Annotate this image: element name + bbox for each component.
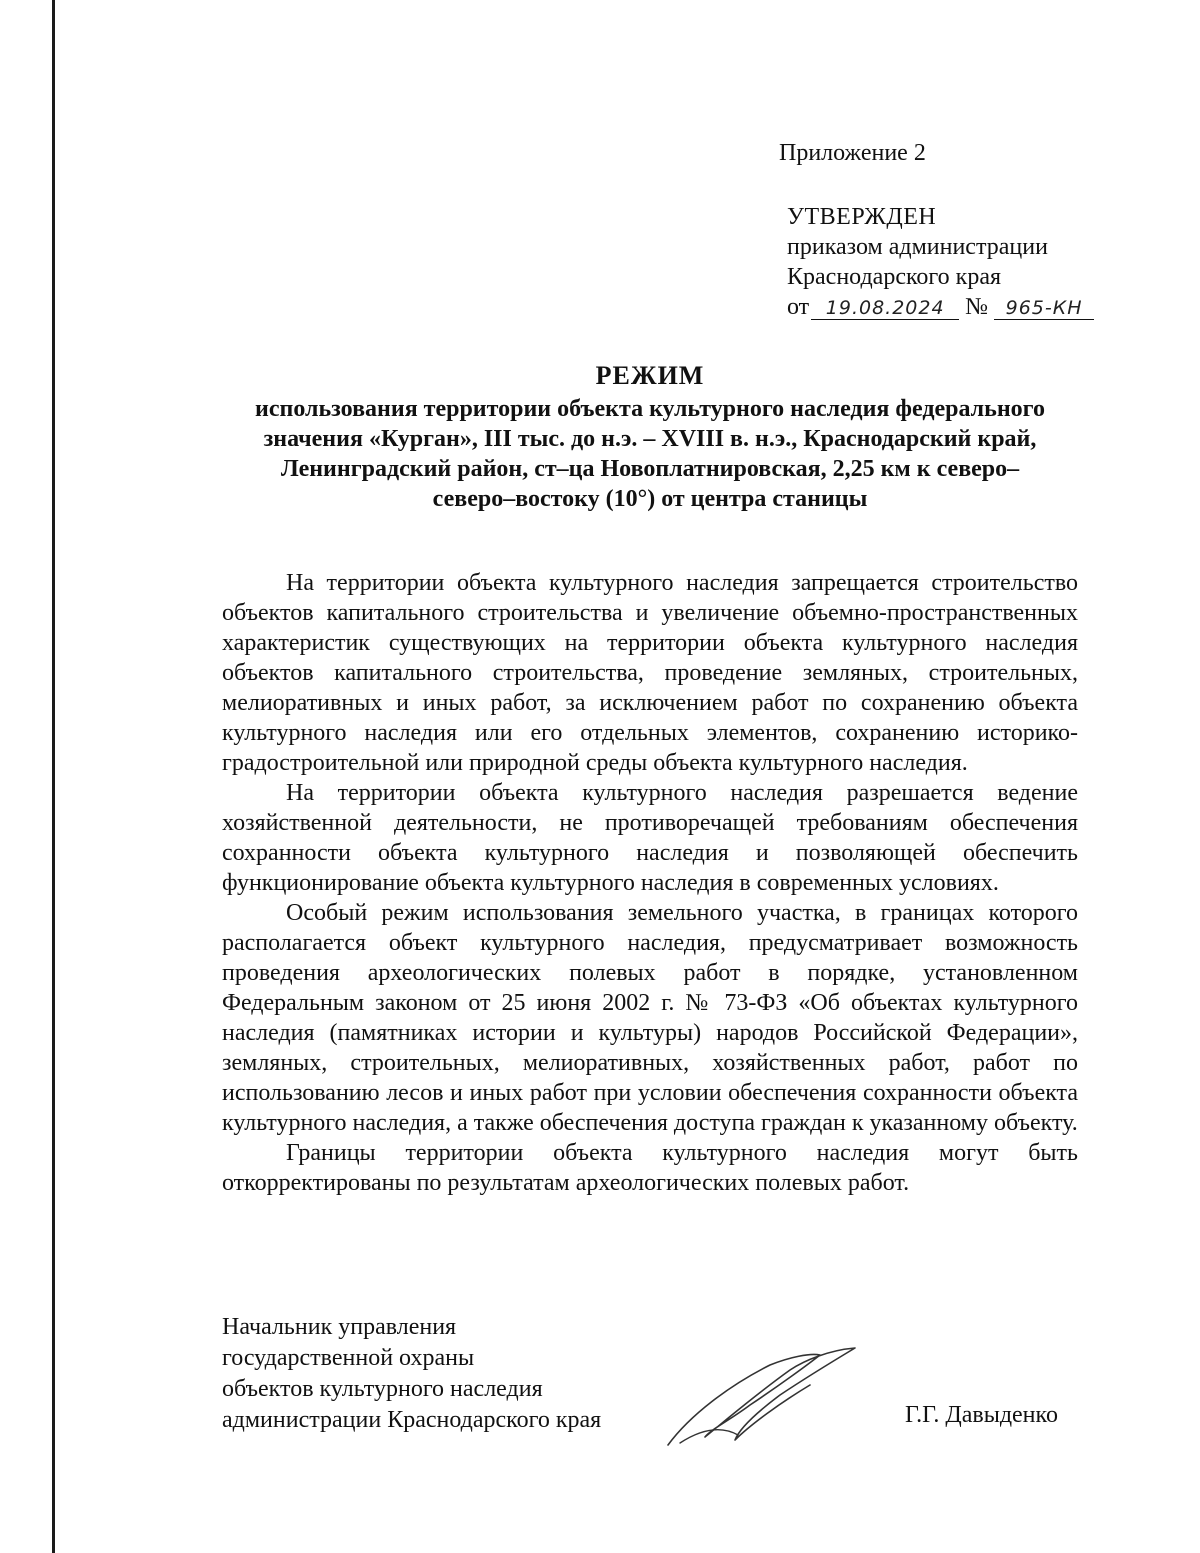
- signatory-position: [222, 1312, 601, 1436]
- document-subtitle: [200, 394, 1100, 514]
- document-title: РЕЖИМ: [595, 361, 705, 390]
- position-line-3: объектов культурного наследия: [222, 1376, 543, 1402]
- subtitle-line-1: использования территории объекта культурного наследия федерального: [255, 396, 1045, 422]
- subtitle-line-2: значения «Курган», III тыс. до н.э. – XVIII в. н.э., Краснодарский край,: [263, 426, 1037, 452]
- order-number-handwritten: 965-КН: [994, 297, 1094, 320]
- signer-name: Г.Г. Давыденко: [905, 1402, 1058, 1428]
- body-paragraph-4: Границы территории объекта культурного наследия могут быть откорректированы по результатам археологических полевых работ.: [222, 1140, 1078, 1196]
- subtitle-line-4: северо–востоку (10°) от центра станицы: [432, 486, 868, 512]
- approved-by-line-2: Краснодарского края: [787, 264, 1002, 290]
- document-title-block: [200, 360, 1100, 514]
- subtitle-line-3: Ленинградский район, ст–ца Новоплатнировская, 2,25 км к северо–: [280, 456, 1020, 482]
- appendix-label: Приложение 2: [779, 140, 926, 166]
- handwritten-signature: [660, 1345, 860, 1455]
- approved-by-line-1: приказом администрации: [787, 234, 1048, 260]
- approved-heading: УТВЕРЖДЕН: [787, 204, 937, 230]
- body-paragraph-2: На территории объекта культурного наследия разрешается ведение хозяйственной деятельности, не противоречащей требованиям обеспечения сохранности объекта культурного наследия и позволяющей обеспечить функционирование объекта культурного наследия в современных условиях.: [222, 780, 1078, 896]
- position-line-4: администрации Краснодарского края: [222, 1407, 602, 1433]
- order-date-handwritten: 19.08.2024: [811, 297, 959, 320]
- approval-stamp-block: [787, 202, 1094, 322]
- document-body: [222, 568, 1078, 1198]
- number-sign: №: [965, 294, 989, 320]
- position-line-2: государственной охраны: [222, 1345, 475, 1371]
- body-paragraph-1: На территории объекта культурного наследия запрещается строительство объектов капитального строительства и увеличение объемно-пространственных характеристик существующих на территории объекта культурного наследия объектов капитального строительства, проведение земляных, строительных, мелиоративных и иных работ, за исключением работ по сохранению объекта культурного наследия или его отдельных элементов, сохранению историко-градостроительной или природной среды объекта культурного наследия.: [222, 570, 1078, 776]
- body-paragraph-3: Особый режим использования земельного участка, в границах которого располагается объект культурного наследия, предусматривает возможность проведения археологических полевых работ в порядке, установленном Федеральным законом от 25 июня 2002 г. № 73-ФЗ «Об объектах культурного наследия (памятниках истории и культуры) народов Российской Федерации», земляных, строительных, мелиоративных, хозяйственных работ, работ по использованию лесов и иных работ при условии обеспечения сохранности объекта культурного наследия, а также обеспечения доступа граждан к указанному объекту.: [222, 900, 1078, 1136]
- scan-left-edge: [52, 0, 55, 1553]
- position-line-1: Начальник управления: [222, 1314, 457, 1340]
- order-date-number-line: [787, 292, 1094, 322]
- date-prefix: от: [787, 294, 810, 320]
